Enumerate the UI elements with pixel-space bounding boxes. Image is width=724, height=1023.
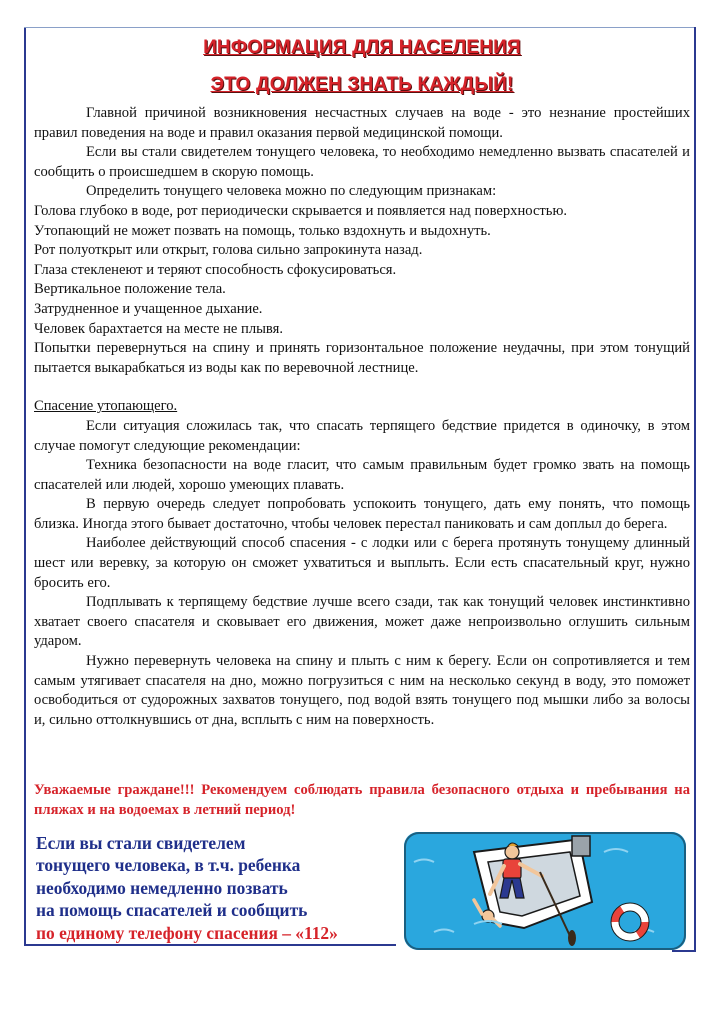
callout-line: Если вы стали свидетелем xyxy=(36,833,246,853)
sign-item: Голова глубоко в воде, рот периодически скрывается и появляется над поверхностью. xyxy=(34,202,568,219)
rescuer-head xyxy=(505,845,519,859)
intro-paragraph: Определить тонущего человека можно по следующим признакам: xyxy=(86,183,497,200)
sign-item: Попытки перевернуться на спину и принять горизонтальное положение неудачны, при этом тонущий пытается выкарабкаться из воды как по веревочной лестнице. xyxy=(34,340,690,376)
sign-item: Глаза стекленеют и теряют способность сфокусироваться. xyxy=(34,261,397,278)
intro-paragraph: Если вы стали свидетелем тонущего человека, то необходимо немедленно вызвать спасателей и сообщить о происшедшем в скорую помощь. xyxy=(34,144,690,180)
document-body xyxy=(34,104,690,730)
sign-item: Вертикальное положение тела. xyxy=(34,281,226,298)
page-frame-right xyxy=(694,27,696,952)
page-frame-left xyxy=(24,27,26,945)
callout-phone-line: по единому телефону спасения – «112» xyxy=(36,922,338,943)
rescue-paragraph: Нужно перевернуть человека на спину и плыть с ним к берегу. Если он сопротивляется и тем самым утягивает спасателя на дно, можно погрузиться с ним на несколько секунд в воду, это поможет освободиться от судорожных захватов тонущего, под водой взять тонущего под мышки либо за волосы и, сильно оттолкнувшись от дна, всплыть с ним на поверхность. xyxy=(34,653,690,728)
appeal-text: Уважаемые граждане!!! Рекомендуем соблюдать правила безопасного отдыха и пребывания на пляжах и на водоемах в летний период! xyxy=(34,782,690,818)
callout-line: тонущего человека, в т.ч. ребенка xyxy=(36,855,301,876)
boat-motor xyxy=(572,836,590,856)
sign-item: Человек барахтается на месте не плывя. xyxy=(34,320,283,337)
rescue-paragraph: Техника безопасности на воде гласит, что самым правильным будет громко звать на помощь спасателей или людей, хорошо умеющих плавать. xyxy=(34,457,690,493)
intro-paragraph: Главной причиной возникновения несчастных случаев на воде - это незнание простейших правил поведения на воде и правил оказания первой медицинской помощи. xyxy=(34,105,690,141)
page-title: ИНФОРМАЦИЯ ДЛЯ НАСЕЛЕНИЯ xyxy=(203,37,521,58)
section-gap xyxy=(34,378,690,397)
rescuer-body xyxy=(503,859,521,879)
page-frame-bottom xyxy=(24,944,396,946)
emergency-callout xyxy=(36,832,396,944)
rescue-boat-icon xyxy=(404,832,686,950)
rescue-heading: Спасение утопающего. xyxy=(34,398,178,415)
callout-line: необходимо немедленно позвать xyxy=(36,877,288,898)
page-frame-bottom-right xyxy=(672,950,696,952)
page-frame-top xyxy=(24,27,696,28)
rescue-paragraph: Наиболее действующий способ спасения - с лодки или с берега протянуть тонущему длинный шест или веревку, за которую он сможет ухватиться и выплыть. Если есть спасательный круг, нужно бросить его. xyxy=(34,535,690,591)
rescue-paragraph: Подплывать к терпящему бедствие лучше всего сзади, так как тонущий человек инстинктивно хватает своего спасателя и сковывает его движения, может даже непроизвольно оглушить сильным ударом. xyxy=(34,594,690,650)
callout-line: на помощь спасателей и сообщить xyxy=(36,900,308,921)
sign-item: Затрудненное и учащенное дыхание. xyxy=(34,300,263,317)
page-subtitle: ЭТО ДОЛЖЕН ЗНАТЬ КАЖДЫЙ! xyxy=(210,74,514,95)
rescue-paragraph: Если ситуация сложилась так, что спасать терпящего бедствие придется в одиночку, в этом случае помогут следующие рекомендации: xyxy=(34,417,690,454)
sign-item: Рот полуоткрыт или открыт, голова сильно запрокинута назад. xyxy=(34,242,423,259)
rescue-paragraph: В первую очередь следует попробовать успокоить тонущего, дать ему понять, что помощь близка. Иногда этого бывает достаточно, чтобы человек перестал паниковать и сам доплыл до берега. xyxy=(34,496,690,532)
sign-item: Утопающий не может позвать на помощь, только вздохнуть и выдохнуть. xyxy=(34,222,491,239)
